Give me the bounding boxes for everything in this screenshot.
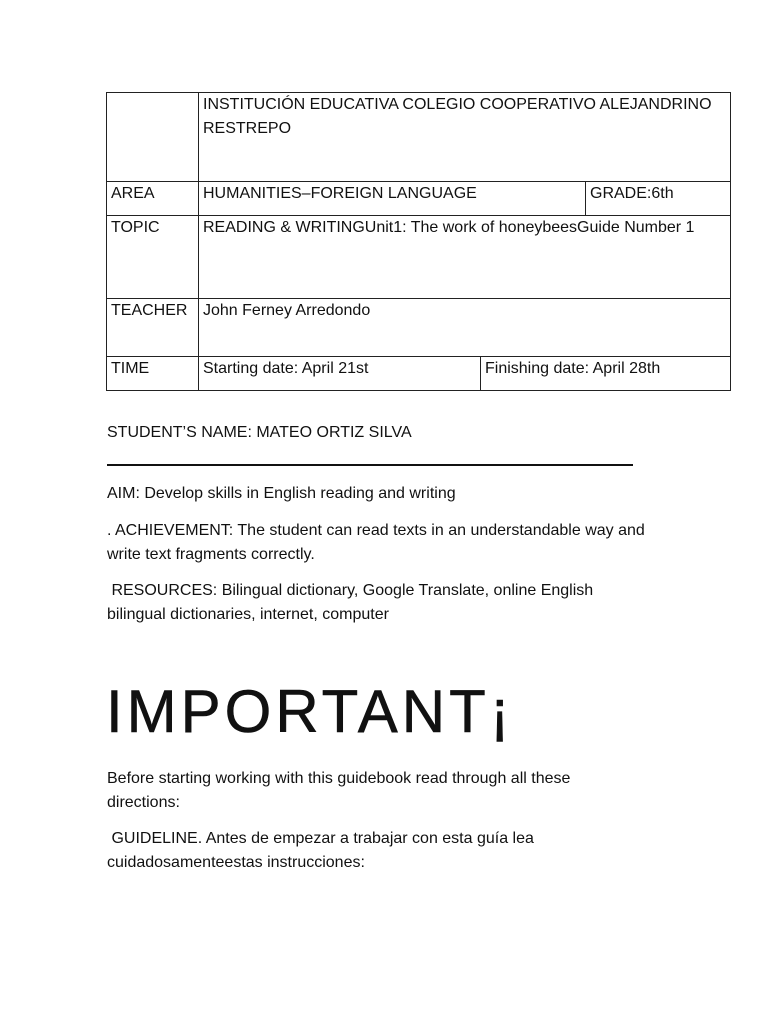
- institution-name: INSTITUCIÓN EDUCATIVA COLEGIO COOPERATIVO ALEJANDRINO RESTREPO: [199, 93, 731, 182]
- achievement-text: . ACHIEVEMENT: The student can read texts in an understandable way and write text fragments correctly.: [107, 522, 645, 563]
- grade-value: GRADE:6th: [586, 182, 731, 216]
- student-name: STUDENT’S NAME: MATEO ORTIZ SILVA: [107, 424, 412, 441]
- area-row: [107, 182, 731, 216]
- directions-english: Before starting working with this guidebook read through all these directions:: [107, 770, 571, 811]
- aim-text: AIM: Develop skills in English reading and writing: [107, 485, 456, 502]
- finish-date: Finishing date: April 28th: [481, 357, 731, 391]
- header-table: [106, 92, 731, 391]
- topic-value: READING & WRITINGUnit1: The work of honeybeesGuide Number 1: [199, 216, 731, 299]
- important-heading: IMPORTANT¡: [106, 678, 514, 745]
- teacher-row: [107, 299, 731, 357]
- start-date: Starting date: April 21st: [199, 357, 481, 391]
- teacher-value: John Ferney Arredondo: [199, 299, 731, 357]
- topic-row: [107, 216, 731, 299]
- area-value: HUMANITIES–FOREIGN LANGUAGE: [199, 182, 586, 216]
- institution-row: [107, 93, 731, 182]
- teacher-label: TEACHER: [107, 299, 199, 357]
- logo-cell: [107, 93, 199, 182]
- area-label: AREA: [107, 182, 199, 216]
- time-row: [107, 357, 731, 391]
- name-underline: [107, 464, 633, 466]
- topic-label: TOPIC: [107, 216, 199, 299]
- resources-text: RESOURCES: Bilingual dictionary, Google Translate, online English bilingual dictionaries, internet, computer: [107, 582, 598, 623]
- directions-spanish: GUIDELINE. Antes de empezar a trabajar con esta guía lea cuidadosamenteestas instrucciones:: [107, 830, 539, 871]
- time-label: TIME: [107, 357, 199, 391]
